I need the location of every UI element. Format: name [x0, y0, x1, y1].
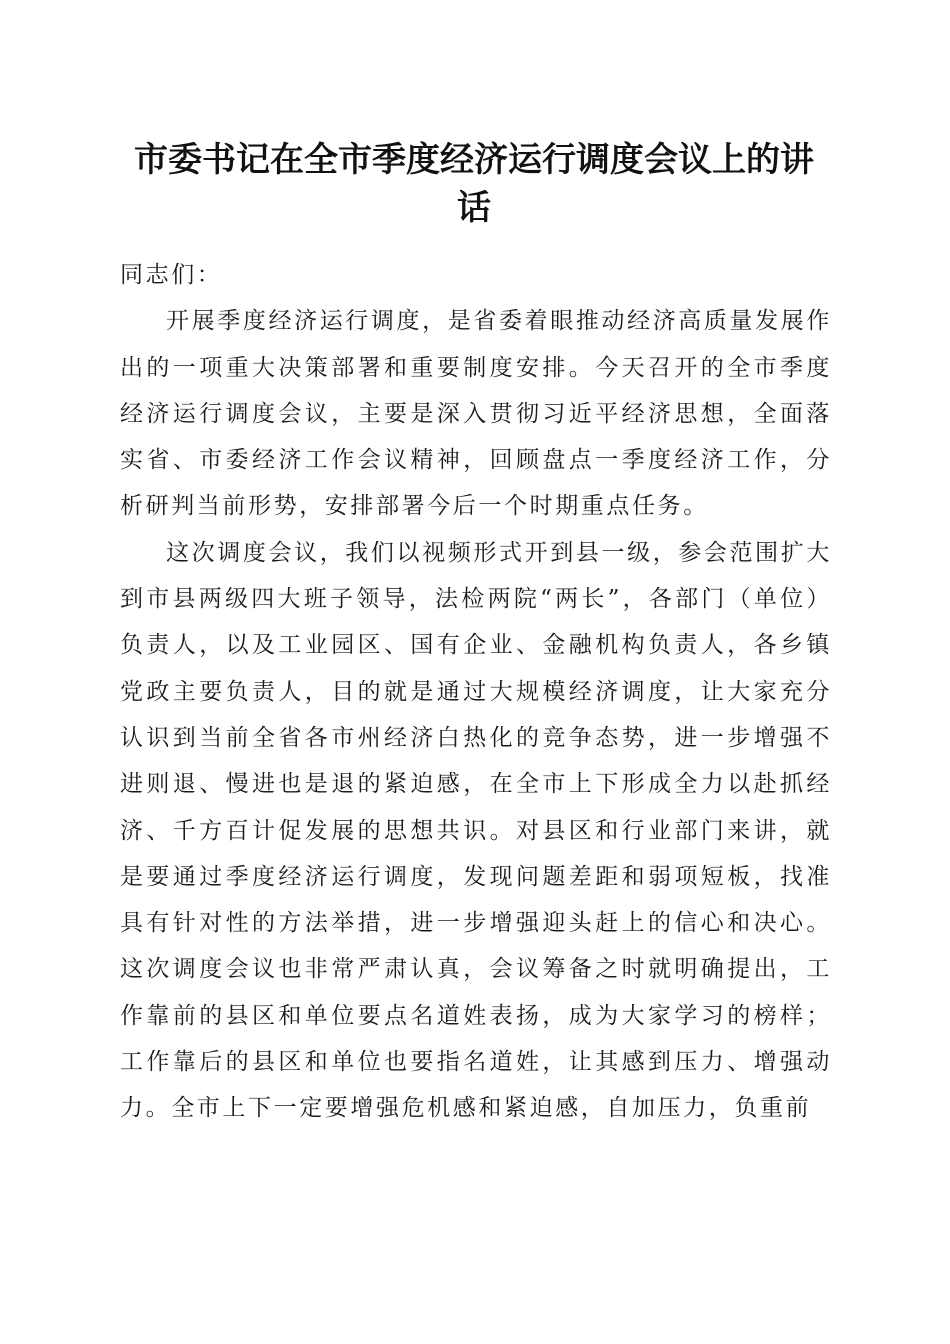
document-body [120, 252, 832, 1132]
document-title: 市委书记在全市季度经济运行调度会议上的讲话 [134, 140, 814, 228]
salutation: 同志们： [120, 262, 223, 288]
paragraph-2: 这次调度会议，我们以视频形式开到县一级，参会范围扩大到市县两级四大班子领导，法检两院“两长”，各部门（单位）负责人，以及工业园区、国有企业、金融机构负责人，各乡镇党政主要负责人，目的就是通过大规模经济调度，让大家充分认识到当前全省各市州经济白热化的竞争态势，进一步增强不进则退、慢进也是退的紧迫感，在全市上下形成全力以赴抓经济、千方百计促发展的思想共识。对县区和行业部门来讲，就是要通过季度经济运行调度，发现问题差距和弱项短板，找准具有针对性的方法举措，进一步增强迎头赶上的信心和决心。这次调度会议也非常严肃认真，会议筹备之时就明确提出，工作靠前的县区和单位要点名道姓表扬，成为大家学习的榜样；工作靠后的县区和单位也要指名道姓，让其感到压力、增强动力。全市上下一定要增强危机感和紧迫感，自加压力，负重前 [120, 539, 832, 1122]
paragraph-1: 开展季度经济运行调度，是省委着眼推动经济高质量发展作出的一项重大决策部署和重要制度安排。今天召开的全市季度经济运行调度会议，主要是深入贯彻习近平经济思想，全面落实省、市委经济工作会议精神，回顾盘点一季度经济工作，分析研判当前形势，安排部署今后一个时期重点任务。 [120, 308, 832, 520]
